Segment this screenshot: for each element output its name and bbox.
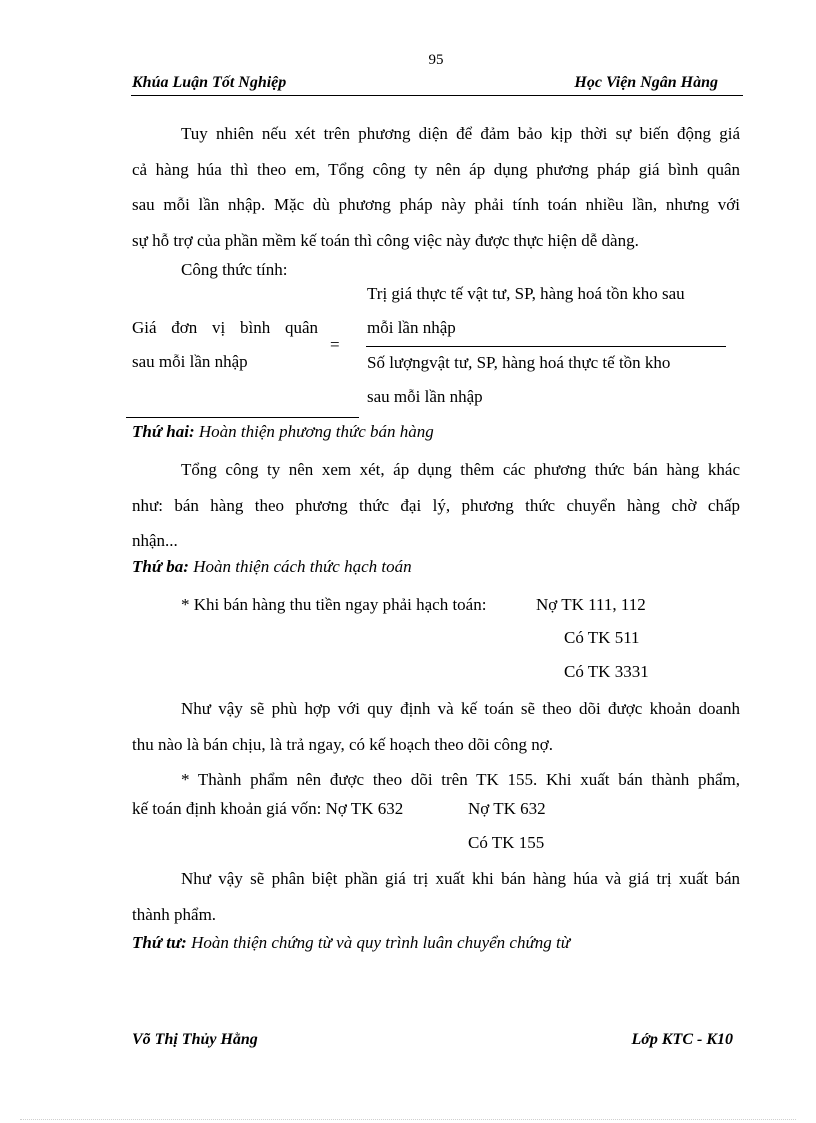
section2-heading <box>132 422 434 442</box>
formula-numerator-line2: mỗi lần nhập <box>367 318 456 337</box>
header-rule <box>131 95 743 96</box>
section2-line: nhận... <box>132 531 178 550</box>
section3-para1-line: Như vậy sẽ phù hợp với quy định và kế toán sẽ theo dõi được khoản doanh <box>181 699 740 718</box>
header-left-title: Khúa Luận Tốt Nghiệp <box>132 74 287 91</box>
footer-class: Lớp KTC - K10 <box>631 1031 733 1048</box>
entry2-paragraph <box>132 762 740 798</box>
entry1-credit-3331: Có TK 3331 <box>564 662 649 681</box>
section4-label: Thứ tư: <box>132 933 187 952</box>
formula-lhs-line1: Giá đơn vị bình quân <box>132 318 318 337</box>
section3-para2-line: Như vậy sẽ phân biệt phần giá trị xuất khi bán hàng húa và giá trị xuất bán <box>181 869 740 888</box>
formula-lhs-line2: sau mỗi lần nhập <box>132 352 248 371</box>
intro-line: Tuy nhiên nếu xét trên phương diện để đảm bảo kịp thời sự biến động giá <box>181 124 740 143</box>
page-number: 95 <box>428 52 444 68</box>
formula-denominator-line1: Số lượngvật tư, SP, hàng hoá thực tế tồn kho <box>367 353 671 372</box>
entry1-credit-511: Có TK 511 <box>564 628 640 647</box>
section2-label: Thứ hai: <box>132 422 195 441</box>
section4-title: Hoàn thiện chứng từ và quy trình luân chuyển chứng từ <box>191 933 570 952</box>
section3-title: Hoàn thiện cách thức hạch toán <box>193 557 412 576</box>
footer-author: Võ Thị Thủy Hằng <box>132 1031 258 1048</box>
page-bottom-dotted-border <box>20 1119 796 1120</box>
entry2-credit: Có TK 155 <box>468 833 545 852</box>
section3-para1-line: thu nào là bán chịu, là trả ngay, có kế hoạch theo dõi công nợ. <box>132 734 553 754</box>
section2-paragraph <box>132 452 740 559</box>
formula-fraction-line <box>366 346 726 347</box>
intro-line: sau mỗi lần nhập. Mặc dù phương pháp này phải tính toán nhiều lần, nhưng với <box>132 195 740 214</box>
section3-heading <box>132 557 412 577</box>
section2-line: Tổng công ty nên xem xét, áp dụng thêm các phương thức bán hàng khác <box>181 460 740 479</box>
section3-paragraph1 <box>132 691 740 762</box>
section4-heading <box>132 933 570 953</box>
entry2-line2: kế toán định khoản giá vốn: Nợ TK 632 <box>132 799 404 818</box>
entry2-line1: * Thành phẩm nên được theo dõi trên TK 155. Khi xuất bán thành phẩm, <box>181 770 740 789</box>
section-separator-rule <box>126 417 359 418</box>
formula-numerator-line1: Trị giá thực tế vật tư, SP, hàng hoá tồn kho sau <box>367 284 685 303</box>
section3-paragraph2 <box>132 861 740 932</box>
section3-para2-line: thành phẩm. <box>132 904 217 924</box>
entry2-debit: Nợ TK 632 <box>468 799 546 818</box>
intro-line: cả hàng húa thì theo em, Tổng công ty nên áp dụng phương pháp giá bình quân <box>132 159 740 179</box>
header-right-title: Học Viện Ngân Hàng <box>574 74 718 91</box>
formula-caption: Công thức tính: <box>181 260 288 279</box>
formula-denominator-line2: sau mỗi lần nhập <box>367 387 483 406</box>
section2-line: như: bán hàng theo phương thức đại lý, phương thức chuyển hàng chờ chấp <box>132 495 740 515</box>
intro-line: sự hỗ trợ của phần mềm kế toán thì công việc này được thực hiện dễ dàng. <box>132 230 639 250</box>
section3-label: Thứ ba: <box>132 557 189 576</box>
section2-title: Hoàn thiện phương thức bán hàng <box>198 422 434 441</box>
formula-equals-sign: = <box>330 335 340 354</box>
intro-paragraph <box>132 116 740 258</box>
entry1-debit: Nợ TK 111, 112 <box>536 595 646 614</box>
entry1-text: * Khi bán hàng thu tiền ngay phải hạch toán: <box>181 595 487 614</box>
